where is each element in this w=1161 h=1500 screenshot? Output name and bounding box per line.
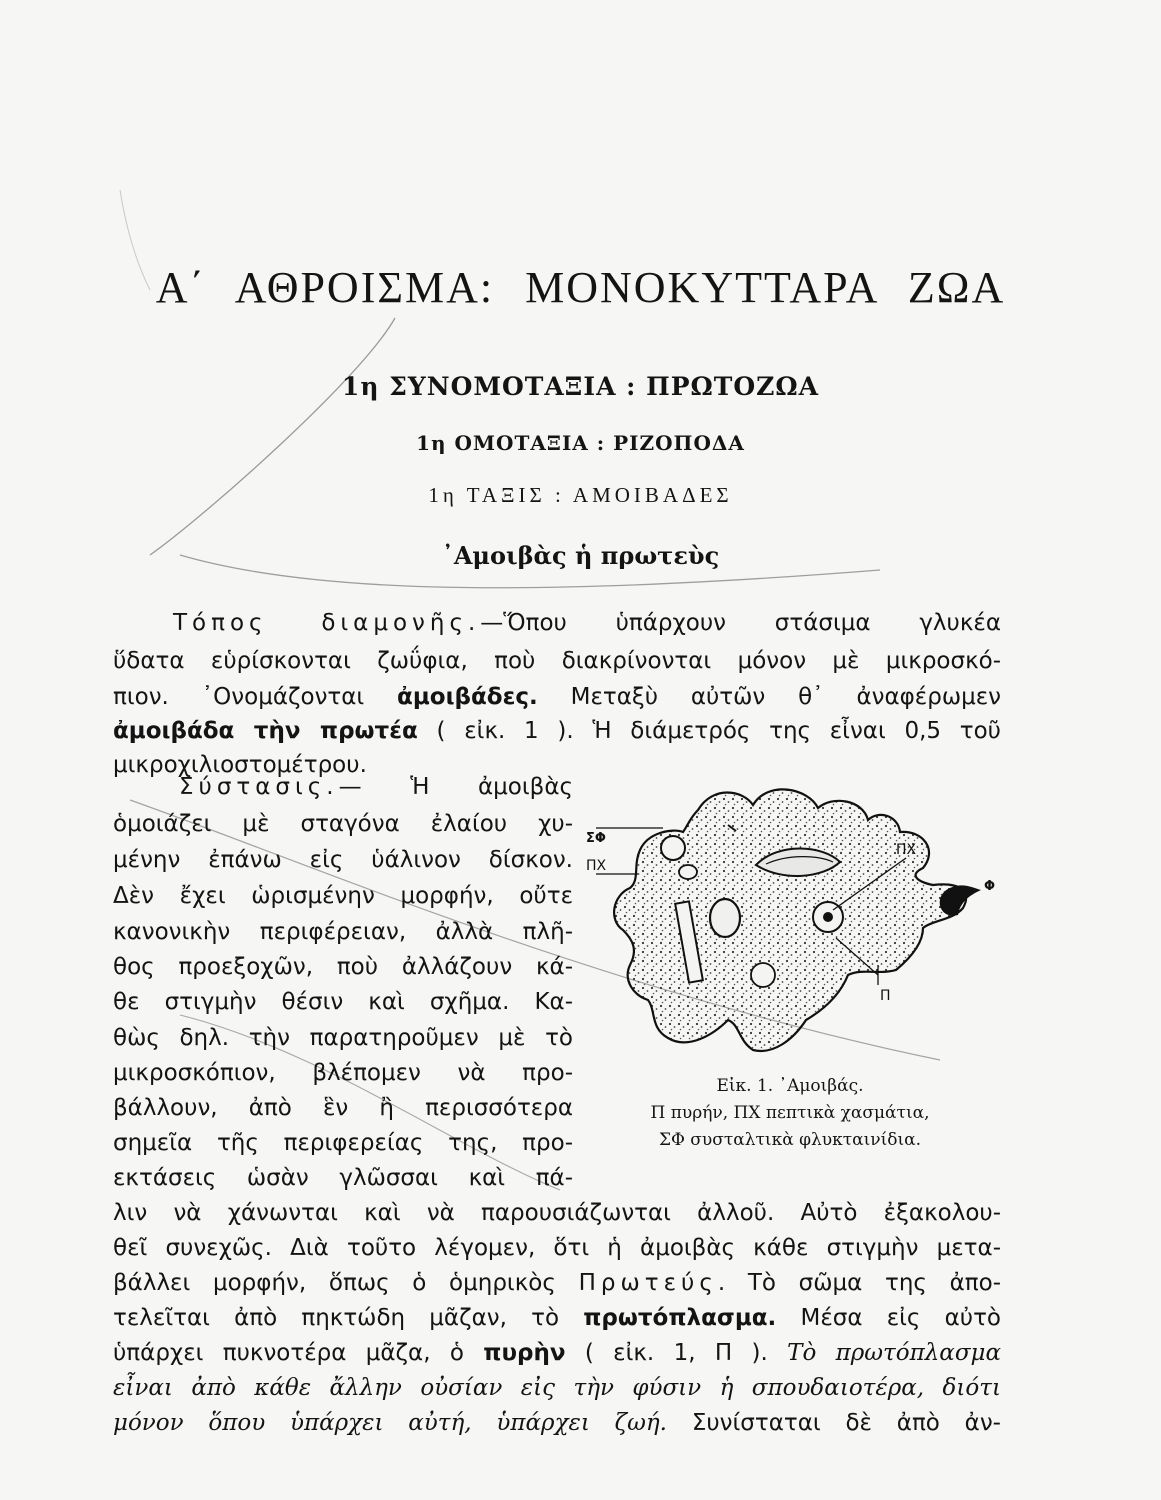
class-heading: 1η ΟΜΟΤΑΞΙΑ : ΡΙΖΟΠΟΔΑ <box>416 431 745 455</box>
text-run: Μεταξὺ αὐτῶν θ᾿ ἀναφέρωμεν <box>570 684 1002 710</box>
paragraph-line <box>113 1268 1001 1298</box>
text-run: Μέσα εἰς αὐτὸ <box>800 1305 1002 1331</box>
text-run: ( εἰκ. 1, Π ). <box>584 1340 768 1366</box>
paragraph-line: θε στιγμὴν θέσιν καὶ σχῆμα. Κα- <box>113 989 573 1015</box>
paragraph-line: λιν νὰ χάνωνται καὶ νὰ παρουσιάζωνται ἀλλοῦ. Αὐτὸ ἐξακολου- <box>113 1200 1001 1226</box>
page-title: Α΄ ΑΘΡΟΙΣΜΑ: ΜΟΝΟΚΥΤΤΑΡΑ ΖΩΑ <box>155 263 1006 312</box>
paragraph-line: Δὲν ἔχει ὡρισμένην μορφήν, οὔτε <box>113 883 573 909</box>
amoeba-body <box>614 789 966 1051</box>
paragraph-line: βάλλουν, ἀπὸ ἓν ἢ περισσότερα <box>113 1095 573 1121</box>
label-sf: ΣΦ <box>586 831 606 846</box>
text-run: πιον. ᾿Ονομάζονται <box>113 684 365 710</box>
label-pi: Π <box>880 988 891 1004</box>
paragraph-line <box>113 608 1001 638</box>
paragraph-line: μικροχιλιοστομέτρου. <box>113 752 367 778</box>
text-run: ( εἰκ. 1 ). Ἡ διάμετρός της εἶναι 0,5 τοῦ <box>436 718 1001 744</box>
text-run: — Ἡ ἀμοιβὰς <box>338 774 573 800</box>
paragraph-line: θὼς δηλ. τὴν παρατηροῦμεν μὲ τὸ <box>113 1025 573 1051</box>
label-px-left: ΠΧ <box>586 858 607 874</box>
bold-term: πρωτόπλασμα. <box>583 1305 777 1331</box>
italic-run: Τὸ πρωτόπλασμα <box>787 1340 1002 1366</box>
section-head: Σύστασις. <box>179 774 339 800</box>
amoeba-figure <box>578 770 1018 1070</box>
order-heading: 1η ΤΑΞΙΣ : ΑΜΟΙΒΑΔΕΣ <box>428 483 733 507</box>
text-run: ὑπάρχει πυκνοτέρα μᾶζα, ὁ <box>113 1340 464 1366</box>
text-run: τελεῖται ἀπὸ πηκτώδη μᾶζαν, τὸ <box>113 1305 560 1331</box>
figure-caption-title: Εἰκ. 1. ᾿Αμοιβάς. <box>716 1076 864 1096</box>
paragraph-line <box>113 772 573 802</box>
label-phi: Φ <box>984 879 996 894</box>
paragraph-line: ὕδατα εὑρίσκονται ζωΰφια, ποὺ διακρίνονται μόνον μὲ μικροσκό- <box>113 648 1001 674</box>
paragraph-line <box>113 1338 1001 1368</box>
text-run: Συνίσταται δὲ ἀπὸ ἀν- <box>691 1410 1001 1436</box>
food-vacuole <box>679 865 697 879</box>
species-heading: ᾿Αμοιβὰς ἡ πρωτεὺς <box>441 541 720 570</box>
text-run: βάλλει μορφήν, ὅπως ὁ ὁμηρικὸς <box>113 1270 556 1296</box>
paragraph-line <box>113 682 1001 712</box>
paragraph-line <box>113 1303 1001 1333</box>
text-run: . Τὸ σῶμα της ἀπο- <box>717 1270 1002 1296</box>
figure-caption-line: ΣΦ συσταλτικὰ φλυκταινίδια. <box>658 1130 922 1150</box>
paragraph-line: εἶναι ἀπὸ κάθε ἄλλην οὐσίαν εἰς τὴν φύσιν ἡ σπουδαιοτέρα, διότι <box>113 1375 1001 1401</box>
paragraph-line: εκτάσεις ὡσὰν γλῶσσαι καὶ πά- <box>113 1165 573 1191</box>
bold-term: ἀμοιβάδα τὴν πρωτέα <box>113 718 418 744</box>
label-px-right: ΠΧ <box>896 842 917 858</box>
paragraph-line <box>113 716 1001 746</box>
bold-term: πυρὴν <box>483 1340 566 1366</box>
paragraph-line: μικροσκόπιον, βλέπομεν νὰ προ- <box>113 1060 573 1086</box>
figure-caption-line: Π πυρήν, ΠΧ πεπτικὰ χασμάτια, <box>650 1103 930 1123</box>
text-run: —Ὅπου ὑπάρχουν στάσιμα γλυκέα <box>480 610 1001 636</box>
paragraph-line: θος προεξοχῶν, ποὺ ἀλλάζουν κά- <box>113 954 573 980</box>
spaced-term: Πρωτεύς <box>578 1270 718 1296</box>
section-head: Τόπος διαμονῆς. <box>173 610 481 636</box>
paragraph-line: κανονικὴν περιφέρειαν, ἀλλὰ πλῆ- <box>113 919 573 945</box>
contractile-vacuole <box>661 836 685 860</box>
paragraph-line <box>113 1408 1001 1438</box>
italic-run: μόνον ὅπου ὑπάρχει αὐτή, ὑπάρχει ζωή. <box>113 1410 667 1436</box>
paragraph-line: σημεῖα τῆς περιφερείας της, προ- <box>113 1130 573 1156</box>
paragraph-line: ὁμοιάζει μὲ σταγόνα ἐλαίου χυ- <box>113 811 573 837</box>
phylum-heading: 1η ΣΥΝΟΜΟΤΑΞΙΑ : ΠΡΩΤΟΖΩΑ <box>341 372 820 401</box>
paragraph-line: μένην ἐπάνω εἰς ὑάλινον δίσκον. <box>113 847 573 873</box>
paragraph-line: θεῖ συνεχῶς. Διὰ τοῦτο λέγομεν, ὅτι ἡ ἀμοιβὰς κάθε στιγμὴν μετα- <box>113 1235 1001 1261</box>
nucleus <box>710 899 740 937</box>
bold-term: ἀμοιβάδες. <box>397 684 538 710</box>
